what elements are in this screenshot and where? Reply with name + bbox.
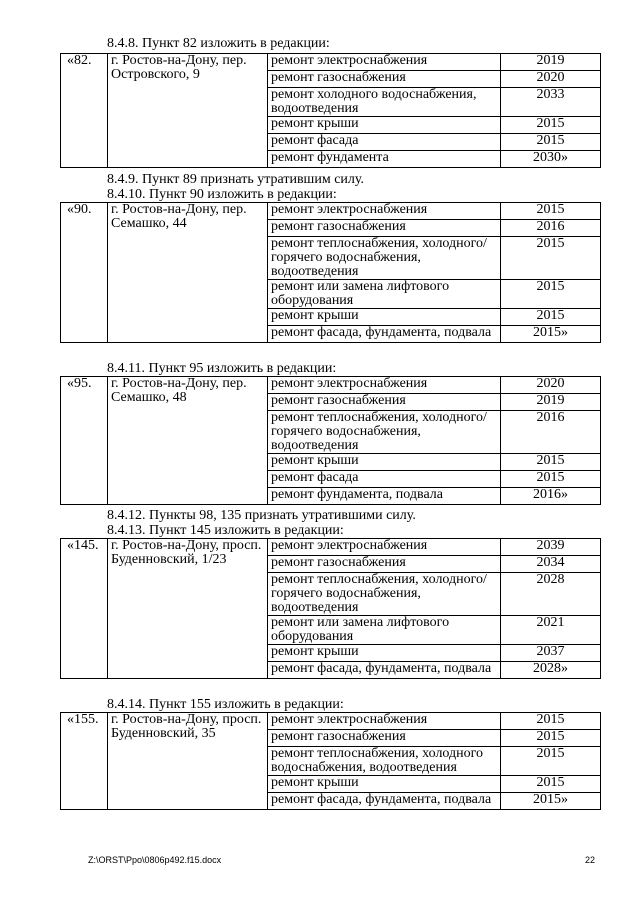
heading-8-4-14: 8.4.14. Пункт 155 изложить в редакции: [107,697,344,712]
work-type-cell: ремонт теплоснабжения, холодного/горячего водоснабжения, водоотведения [268,573,501,616]
work-type-cell: ремонт газоснабжения [268,220,501,237]
heading-8-4-8: 8.4.8. Пункт 82 изложить в редакции: [107,36,330,51]
year-cell: 2015 [501,454,601,471]
work-type-cell: ремонт фундамента, подвала [268,488,501,505]
work-type-cell: ремонт фасада, фундамента, подвала [268,326,501,343]
item-number: «90. [61,203,108,343]
table-item-82 [60,53,601,168]
year-cell: 2015 [501,747,601,776]
work-type-cell: ремонт газоснабжения [268,394,501,411]
work-type-cell: ремонт газоснабжения [268,71,501,88]
year-cell: 2020 [501,71,601,88]
year-cell: 2015 [501,776,601,793]
year-cell: 2033 [501,88,601,117]
table-item-145 [60,538,601,679]
year-cell: 2028 [501,573,601,616]
year-cell: 2016 [501,220,601,237]
item-number: «95. [61,377,108,505]
work-type-cell: ремонт фундамента [268,151,501,168]
work-type-cell: ремонт фасада, фундамента, подвала [268,662,501,679]
year-cell: 2015 [501,730,601,747]
table-item-90 [60,202,601,343]
heading-8-4-10: 8.4.10. Пункт 90 изложить в редакции: [107,187,337,202]
item-number: «145. [61,539,108,679]
heading-8-4-11: 8.4.11. Пункт 95 изложить в редакции: [107,361,337,376]
work-type-cell: ремонт крыши [268,309,501,326]
footer-page-number: 22 [585,855,596,865]
year-cell: 2015 [501,134,601,151]
year-cell: 2015 [501,713,601,730]
table-row [61,54,601,71]
year-cell: 2016» [501,488,601,505]
work-type-cell: ремонт фасада [268,471,501,488]
year-cell: 2019 [501,54,601,71]
table-item-155 [60,712,601,810]
year-cell: 2015» [501,326,601,343]
item-address: г. Ростов-на-Дону, пер. Островского, 9 [108,54,268,168]
year-cell: 2015 [501,309,601,326]
year-cell: 2028» [501,662,601,679]
year-cell: 2016 [501,411,601,454]
heading-8-4-13: 8.4.13. Пункт 145 изложить в редакции: [107,523,344,538]
work-type-cell: ремонт теплоснабжения, холодного/горячего водоснабжения, водоотведения [268,411,501,454]
heading-8-4-9: 8.4.9. Пункт 89 признать утратившим силу. [107,172,364,187]
work-type-cell: ремонт газоснабжения [268,556,501,573]
work-type-cell: ремонт теплоснабжения, холодного водоснабжения, водоотведения [268,747,501,776]
work-type-cell: ремонт крыши [268,645,501,662]
table-row [61,203,601,220]
item-address: г. Ростов-на-Дону, пер. Семашко, 44 [108,203,268,343]
table-row [61,377,601,394]
year-cell: 2015 [501,203,601,220]
year-cell: 2030» [501,151,601,168]
work-type-cell: ремонт фасада, фундамента, подвала [268,793,501,810]
year-cell: 2037 [501,645,601,662]
work-type-cell: ремонт крыши [268,454,501,471]
heading-8-4-12: 8.4.12. Пункты 98, 135 признать утратившими силу. [107,508,416,523]
item-number: «155. [61,713,108,810]
work-type-cell: ремонт или замена лифтового оборудования [268,280,501,309]
footer-file-path: Z:\ORST\Ppo\0806p492.f15.docx [88,855,222,865]
year-cell: 2039 [501,539,601,556]
item-address: г. Ростов-на-Дону, просп. Буденновский, 35 [108,713,268,810]
work-type-cell: ремонт электроснабжения [268,54,501,71]
year-cell: 2015 [501,280,601,309]
work-type-cell: ремонт крыши [268,117,501,134]
work-type-cell: ремонт крыши [268,776,501,793]
table-row [61,713,601,730]
year-cell: 2015 [501,471,601,488]
work-type-cell: ремонт газоснабжения [268,730,501,747]
work-type-cell: ремонт электроснабжения [268,203,501,220]
item-address: г. Ростов-на-Дону, пер. Семашко, 48 [108,377,268,505]
year-cell: 2015 [501,237,601,280]
year-cell: 2015 [501,117,601,134]
year-cell: 2034 [501,556,601,573]
table-row [61,539,601,556]
work-type-cell: ремонт или замена лифтового оборудования [268,616,501,645]
item-number: «82. [61,54,108,168]
work-type-cell: ремонт электроснабжения [268,713,501,730]
year-cell: 2021 [501,616,601,645]
item-address: г. Ростов-на-Дону, просп. Буденновский, 1/23 [108,539,268,679]
year-cell: 2015» [501,793,601,810]
work-type-cell: ремонт фасада [268,134,501,151]
table-item-95 [60,376,601,505]
year-cell: 2019 [501,394,601,411]
work-type-cell: ремонт теплоснабжения, холодного/горячего водоснабжения, водоотведения [268,237,501,280]
work-type-cell: ремонт электроснабжения [268,377,501,394]
year-cell: 2020 [501,377,601,394]
work-type-cell: ремонт холодного водоснабжения, водоотведения [268,88,501,117]
work-type-cell: ремонт электроснабжения [268,539,501,556]
